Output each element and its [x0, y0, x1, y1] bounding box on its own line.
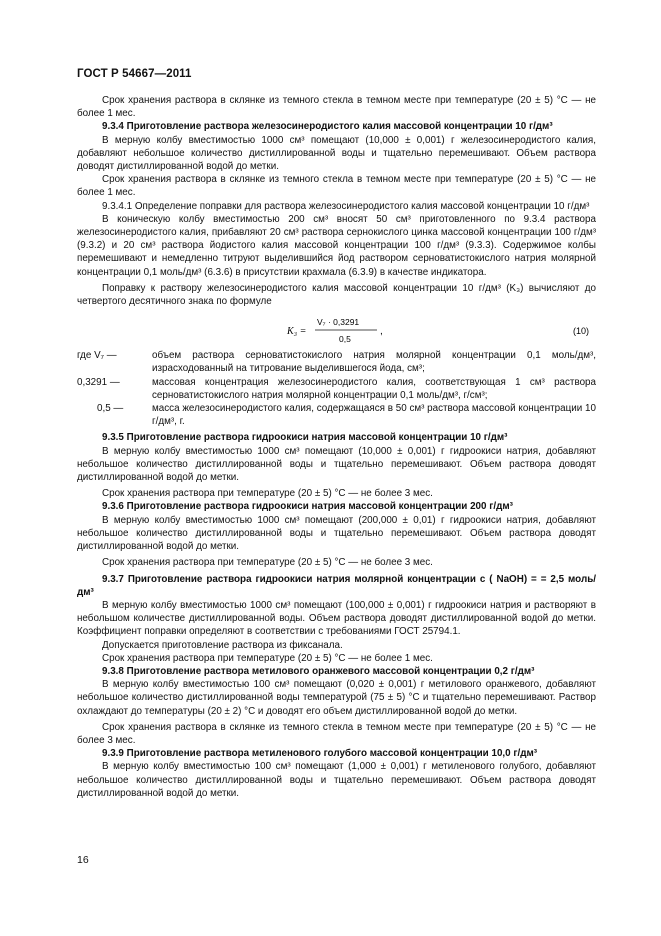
- where-desc: масса железосинеродистого калия, содержащаяся в 50 см³ раствора массовой концентрации 10 г/дм³, г.: [152, 403, 596, 428]
- paragraph: Срок хранения раствора при температуре (20 ± 5) °С — не более 1 мес.: [102, 652, 433, 664]
- section-heading-9-3-8: 9.3.8 Приготовление раствора метилового оранжевого массовой концентрации 0,2 г/дм³: [102, 665, 535, 677]
- section-heading-9-3-7: 9.3.7 Приготовление раствора гидроокиси натрия молярной концентрации с ( NaOH) = = 2,5 моль/дм³: [77, 573, 596, 598]
- paragraph: Срок хранения раствора при температуре (20 ± 5) °С — не более 3 мес.: [102, 488, 433, 500]
- paragraph: В мерную колбу вместимостью 1000 см³ помещают (10,000 ± 0,001) г гидроокиси натрия, добавляют небольшое количество дистиллированной воды и тщательно перемешивают. Объем раствора доводят дистиллированной водой до метки.: [77, 445, 596, 484]
- formula-lhs: K₃ =: [287, 326, 307, 338]
- formula-punct: ,: [380, 326, 383, 338]
- where-item: [77, 349, 596, 375]
- page-number: 16: [77, 854, 89, 866]
- paragraph: В мерную колбу вместимостью 100 см³ помещают (0,020 ± 0,001) г метилового оранжевого, добавляют небольшое количество дистиллированной воды температурой (75 ± 5) °С и тщательно перемешивают. Раствор охлаждают до температуры (20 ± 2) °С и доводят его объем дистиллированной водой до метки.: [77, 679, 596, 717]
- paragraph: Срок хранения раствора в склянке из темного стекла в темном месте при температуре (20 ± 5) °С — не более 1 мес.: [77, 174, 596, 199]
- paragraph: В мерную колбу вместимостью 100 см³ помещают (1,000 ± 0,001) г метиленового голубого, добавляют небольшое количество дистиллированной воды и тщательно перемешивают. Объем раствора доводят дистиллированной водой до метки.: [77, 761, 596, 799]
- paragraph: В мерную колбу вместимостью 1000 см³ помещают (100,000 ± 0,001) г гидроокиси натрия и растворяют в небольшом количестве дистиллированной воды. Объем раствора доводят дистиллированной водой до метки. Коэффициент поправки определяют в соответствии с требованиями ГОСТ 25794.1.: [77, 599, 596, 638]
- paragraph: Срок хранения раствора в склянке из темного стекла в темном месте при температуре (20 ± 5) °С — не более 1 мес.: [77, 95, 596, 120]
- section-heading-9-3-5: 9.3.5 Приготовление раствора гидроокиси натрия массовой концентрации 10 г/дм³: [102, 432, 508, 444]
- formula-10: [77, 312, 596, 346]
- paragraph: Срок хранения раствора в склянке из темного стекла в темном месте при температуре (20 ± 5) °С — не более 3 мес.: [77, 721, 596, 746]
- section-heading-9-3-4: 9.3.4 Приготовление раствора железосинеродистого калия массовой концентрации 10 г/дм³: [102, 121, 553, 133]
- where-term: 0,5 —: [97, 403, 124, 415]
- where-item: [77, 402, 596, 428]
- where-item: [77, 376, 596, 402]
- formula-svg: [77, 312, 596, 346]
- paragraph: Допускается приготовление раствора из фиксанала.: [102, 639, 343, 651]
- section-heading-9-3-9: 9.3.9 Приготовление раствора метиленового голубого массовой концентрации 10,0 г/дм³: [102, 748, 538, 760]
- formula-number: (10): [573, 326, 590, 337]
- where-desc: объем раствора серноватистокислого натрия молярной концентрации 0,1 моль/дм³, израсходованный на титрование выделившегося йода, см³;: [152, 350, 596, 375]
- formula-numerator: V₇ · 0,3291: [317, 317, 360, 328]
- subsection-heading-9-3-4-1: 9.3.4.1 Определение поправки для раствора железосинеродистого калия массовой концентрации 10 г/дм³: [102, 200, 590, 212]
- where-term: где V₇ —: [77, 350, 117, 362]
- document-body: [77, 94, 596, 800]
- paragraph: В мерную колбу вместимостью 1000 см³ помещают (200,000 ± 0,01) г гидроокиси натрия, добавляют небольшое количество дистиллированной воды и тщательно перемешивают. Объем раствора доводят дистиллированной водой до метки.: [77, 514, 596, 553]
- section-heading-9-3-6: 9.3.6 Приготовление раствора гидроокиси натрия массовой концентрации 200 г/дм³: [102, 501, 513, 513]
- paragraph: Срок хранения раствора при температуре (20 ± 5) °С — не более 3 мес.: [102, 557, 433, 569]
- where-desc: массовая концентрация железосинеродистого калия, соответствующая 1 см³ раствора серноватистокислого натрия молярной концентрации 0,1 моль/дм³, г/см³;: [152, 376, 596, 401]
- paragraph: Поправку к раствору железосинеродистого калия массовой концентрации 10 г/дм³ (K₃) вычисляют до четвертого десятичного знака по формуле: [77, 282, 596, 308]
- formula-denominator: 0,5: [339, 334, 351, 345]
- where-term: 0,3291 —: [77, 376, 120, 388]
- standard-header: ГОСТ Р 54667—2011: [77, 68, 192, 80]
- paragraph: В мерную колбу вместимостью 1000 см³ помещают (10,000 ± 0,001) г железосинеродистого калия, добавляют небольшое количество дистиллированной воды и тщательно перемешивают. Объем раствора доводят дистиллированной водой до метки.: [77, 134, 596, 173]
- paragraph: В коническую колбу вместимостью 200 см³ вносят 50 см³ приготовленного по 9.3.4 раствора железосинеродистого калия, прибавляют 20 см³ раствора сернокислого цинка массовой концентрации 100 г/дм³ (9.3.2) и 20 см³ раствора йодистого калия массовой концентрации 100 г/дм³ (9.3.3). Содержимое колбы перемешивают и немедленно титруют выделившийся йод раствором серноватистокислого натрия молярной концентрации 0,1 моль/дм³ (6.3.6) в присутствии крахмала (6.3.9) в качестве индикатора.: [77, 213, 596, 278]
